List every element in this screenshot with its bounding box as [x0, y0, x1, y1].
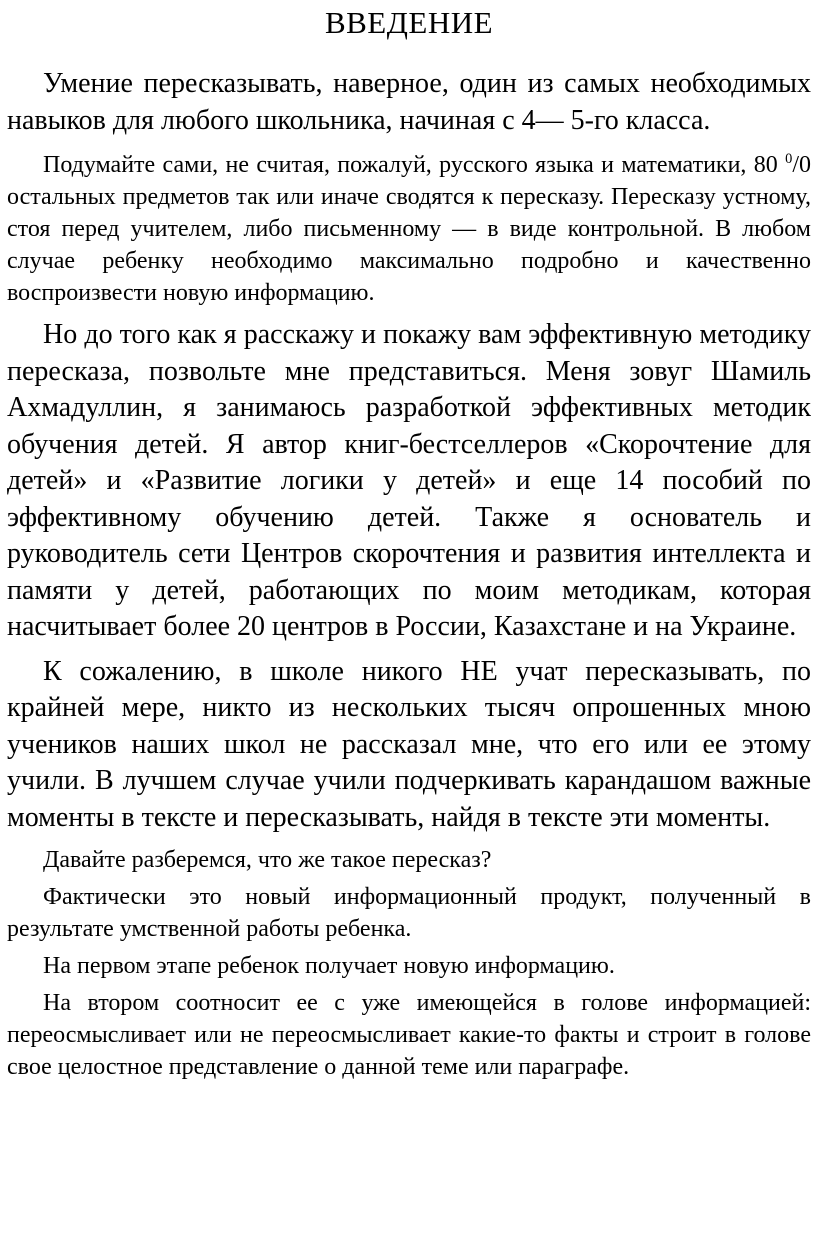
paragraph-7: На первом этапе ребенок получает новую информацию. — [43, 953, 615, 979]
paragraph-8: На втором соотносит ее с уже имеющейся в голове информацией: переосмысливает или не переосмысливает какие-то факты и строит в голове свое целостное представление о данной теме или параграфе. — [7, 990, 811, 1080]
paragraph-4: К сожалению, в школе никого НЕ учат пересказывать, по крайней мере, никто из нескольких тысяч опрошенных мною учеников наших школ не рассказал мне, что его или ее этому учили. В лучшем случае учили подчеркивать карандашом важные моменты в тексте и пересказывать, найдя в тексте эти моменты. — [7, 655, 811, 833]
paragraph-2 — [7, 149, 811, 309]
paragraph-3: Но до того как я расскажу и покажу вам эффективную методику пересказа, позвольте мне представиться. Меня зовуг Шамиль Ахмадуллин, я занимаюсь разработкой эффективных методик обучения детей. Я автор книг-бестселлеров «Скорочтение для детей» и «Развитие логики у детей» и еще 14 пособий по эффективному обучению детей. Также я основатель и руководитель сети Центров скорочтения и развития интеллекта и памяти у детей, работающих по моим методикам, которая насчитывает более 20 центров в России, Казахстане и на Украине. — [7, 319, 811, 642]
paragraph-5: Давайте разберемся, что же такое пересказ? — [43, 847, 492, 873]
paragraph-2-text-end: /0 остальных предметов так или иначе сводятся к пересказу. Пересказу устному, стоя перед учителем, либо письменному — в виде контрольной. В любом случае ребенку необходимо максимально подробно и качественно воспроизвести новую информацию. — [7, 152, 811, 306]
paragraph-6: Фактически это новый информационный продукт, полученный в результате умственной работы ребенка. — [7, 884, 811, 942]
paragraph-2-text-start: Подумайте сами, не считая, пожалуй, русского языка и математики, 80 — [43, 152, 786, 178]
paragraph-1: Умение пересказывать, наверное, один из самых необходимых навыков для любого школьника, начиная с 4— 5-го класса. — [7, 68, 811, 136]
document-page — [7, 0, 811, 1083]
percent-superscript: 0 — [785, 151, 793, 167]
page-title: ВВЕДЕНИЕ — [324, 5, 494, 40]
